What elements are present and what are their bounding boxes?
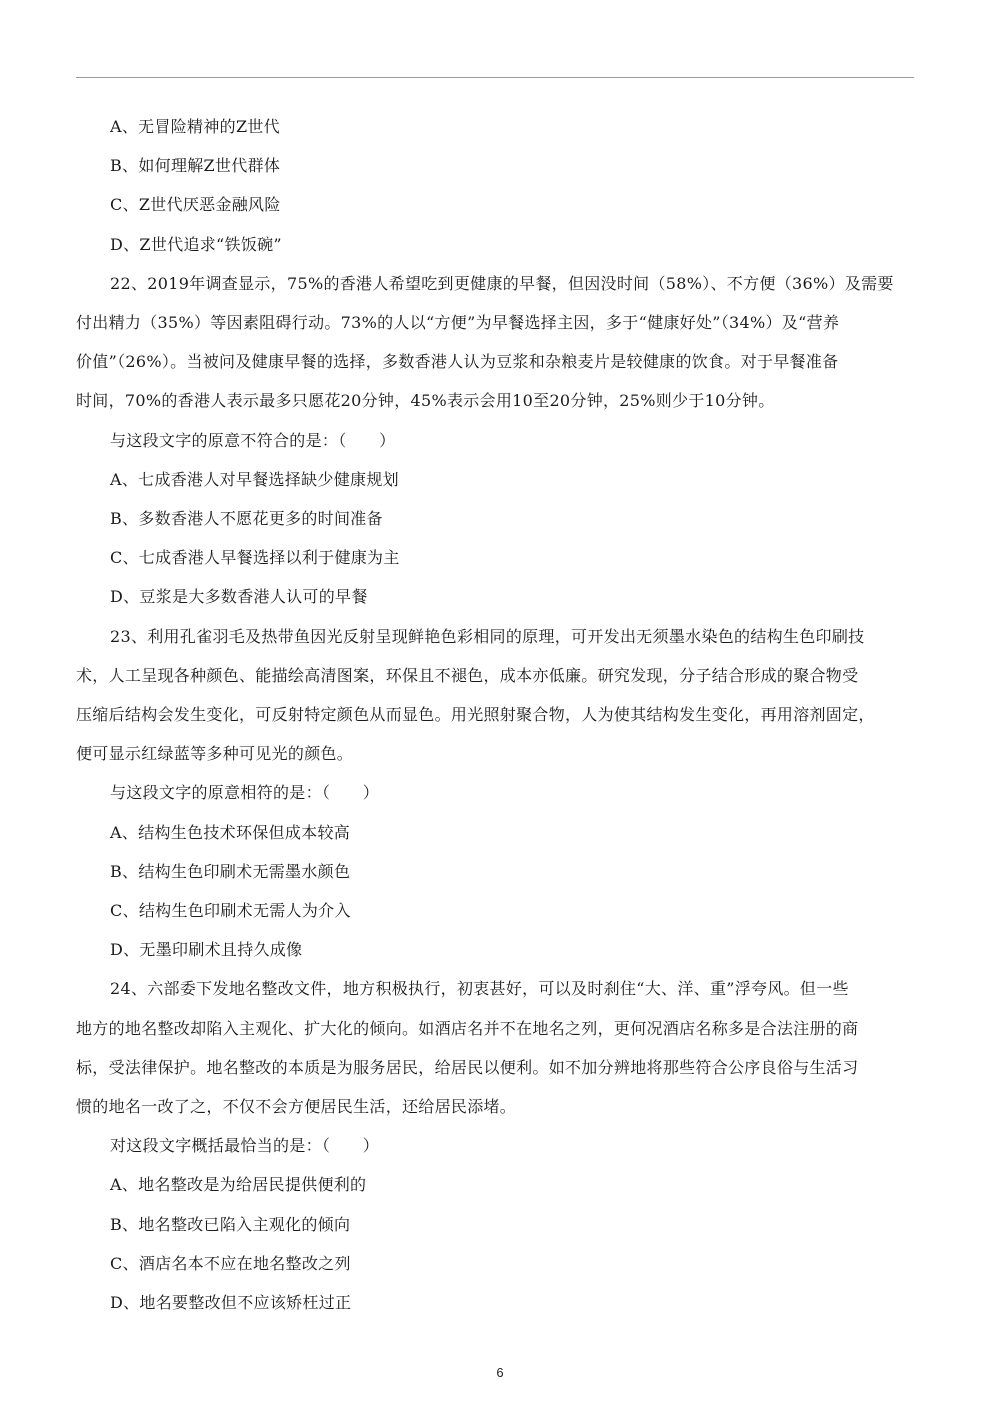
question-24 xyxy=(76,969,916,1322)
question-23-line-3: 压缩后结构会发生变化，可反射特定颜色从而显色。用光照射聚合物，人为使其结构发生变化，再用溶剂固定， xyxy=(76,705,875,725)
header-rule xyxy=(76,77,914,78)
question-22 xyxy=(76,264,916,617)
option-a: A、无冒险精神的Z世代 xyxy=(110,117,280,136)
question-22-line-3: 价值”（26%）。当被问及健康早餐的选择，多数香港人认为豆浆和杂粮麦片是较健康的饮食。对于早餐准备 xyxy=(76,352,839,372)
question-22-option-c: C、七成香港人早餐选择以利于健康为主 xyxy=(110,548,400,568)
page-number: 6 xyxy=(496,1365,504,1380)
question-22-prompt: 与这段文字的原意不符合的是：（ ） xyxy=(110,430,396,450)
question-23-option-b: B、结构生色印刷术无需墨水颜色 xyxy=(110,861,351,881)
option-c: C、Z世代厌恶金融风险 xyxy=(110,195,281,215)
question-23-line-2: 术，人工呈现各种颜色、能描绘高清图案，环保且不褪色，成本亦低廉。研究发现，分子结合形成的聚合物受 xyxy=(76,665,859,685)
question-24-prompt: 对这段文字概括最恰当的是：（ ） xyxy=(110,1136,380,1156)
question-24-option-c: C、酒店名本不应在地名整改之列 xyxy=(110,1253,351,1273)
option-b: B、如何理解Z世代群体 xyxy=(110,156,281,176)
question-22-option-d: D、豆浆是大多数香港人认可的早餐 xyxy=(110,587,368,607)
question-23-line-1: 23、利用孔雀羽毛及热带鱼因光反射呈现鲜艳色彩相同的原理，可开发出无须墨水染色的结构生色印刷技 xyxy=(110,626,865,646)
page-content xyxy=(76,107,916,1322)
question-23-option-d: D、无墨印刷术且持久成像 xyxy=(110,940,303,960)
question-22-option-b: B、多数香港人不愿花更多的时间准备 xyxy=(110,509,383,529)
question-23-option-c: C、结构生色印刷术无需人为介入 xyxy=(110,901,351,921)
question-24-option-b: B、地名整改已陷入主观化的倾向 xyxy=(110,1214,351,1234)
question-23-prompt: 与这段文字的原意相符的是：（ ） xyxy=(110,783,380,803)
question-23-line-4: 便可显示红绿蓝等多种可见光的颜色。 xyxy=(76,744,354,764)
question-22-line-4: 时间，70%的香港人表示最多只愿花20分钟，45%表示会用10至20分钟，25%则少于10分钟。 xyxy=(76,391,775,411)
question-22-option-a: A、七成香港人对早餐选择缺少健康规划 xyxy=(110,469,399,489)
question-24-line-4: 惯的地名一改了之，不仅不会方便居民生活，还给居民添堵。 xyxy=(76,1097,517,1117)
question-24-line-3: 标，受法律保护。地名整改的本质是为服务居民，给居民以便利。如不加分辨地将那些符合公序良俗与生活习 xyxy=(76,1057,859,1077)
question-22-line-1: 22、2019年调查显示，75%的香港人希望吃到更健康的早餐，但因没时间（58%）、不方便（36%）及需要 xyxy=(110,273,894,293)
question-24-option-d: D、地名要整改但不应该矫枉过正 xyxy=(110,1293,352,1313)
question-23 xyxy=(76,617,916,970)
question-23-option-a: A、结构生色技术环保但成本较高 xyxy=(110,822,351,842)
prev-question-options xyxy=(76,107,916,264)
question-24-option-a: A、地名整改是为给居民提供便利的 xyxy=(110,1175,367,1195)
question-22-line-2: 付出精力（35%）等因素阻碍行动。73%的人以“方便”为早餐选择主因，多于“健康好处”（34%）及“营养 xyxy=(76,313,840,333)
question-24-line-2: 地方的地名整改却陷入主观化、扩大化的倾向。如酒店名并不在地名之列，更何况酒店名称多是合法注册的商 xyxy=(76,1018,859,1038)
question-24-line-1: 24、六部委下发地名整改文件，地方积极执行，初衷甚好，可以及时刹住“大、洋、重”浮夸风。但一些 xyxy=(110,979,849,999)
option-d: D、Z世代追求“铁饭碗” xyxy=(110,234,282,254)
